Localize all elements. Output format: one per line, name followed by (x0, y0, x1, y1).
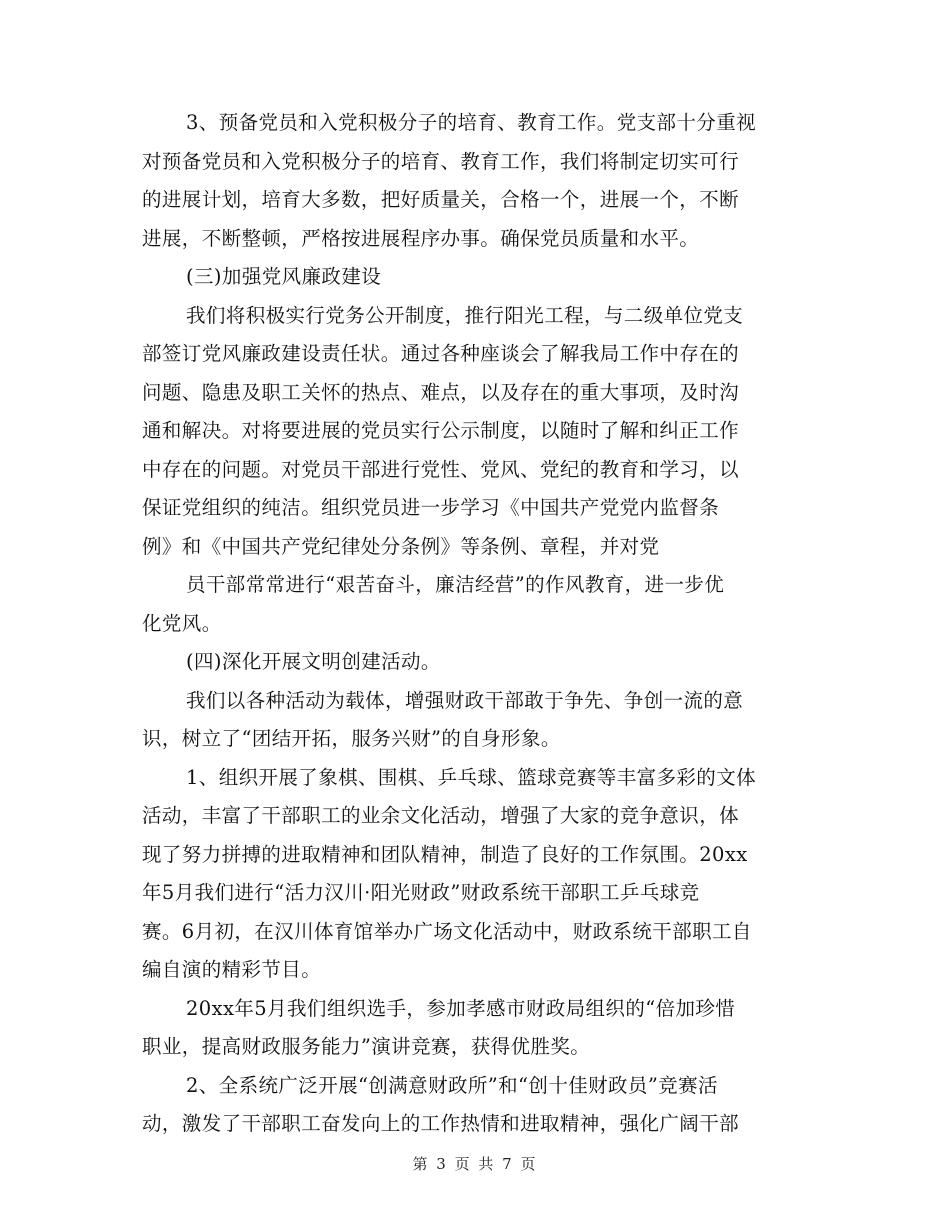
text-line: 化党风。 (142, 611, 222, 635)
text-line: 例》和《中国共产党纪律处分条例》等条例、章程，并对党 (142, 534, 660, 558)
text-line: 20xx年5月我们组织选手，参加孝感市财政局组织的“倍加珍惜 (186, 996, 736, 1020)
text-line: 活动，丰富了干部职工的业余文化活动，增强了大家的竞争意识，体 (142, 804, 740, 827)
text-line: 职业，提高财政服务能力”演讲竞赛，获得优胜奖。 (142, 1035, 591, 1058)
text-line: 1、组织开展了象棋、围棋、乒乓球、篮球竞赛等丰富多彩的文体 (186, 765, 757, 789)
page-number-footer: 第 3 页 共 7 页 (412, 1155, 538, 1173)
text-line: 年5月我们进行“活力汉川·阳光财政”财政系统干部职工乒乓球竞 (142, 881, 700, 904)
text-line: 的进展计划，培育大多数，把好质量关，合格一个，进展一个，不断 (142, 188, 740, 211)
text-line: 动，激发了干部职工奋发向上的工作热情和进取精神，强化广阔干部 (142, 1112, 740, 1135)
body-text (142, 104, 812, 1144)
text-line: 中存在的问题。对党员干部进行党性、党风、党纪的教育和学习，以 (142, 457, 740, 481)
text-line: 通和解决。对将要进展的党员实行公示制度，以随时了解和纠正工作 (142, 419, 740, 442)
text-line: 部签订党风廉政建设责任状。通过各种座谈会了解我局工作中存在的 (142, 342, 740, 365)
text-line: 我们将积极实行党务公开制度，推行阳光工程，与二级单位党支 (186, 303, 744, 327)
text-line: 3、预备党员和入党积极分子的培育、教育工作。党支部十分重视 (186, 111, 757, 134)
text-line: 我们以各种活动为载体，增强财政干部敢于争先、争创一流的意 (186, 688, 744, 712)
text-line: 识，树立了“团结开拓，服务兴财”的自身形象。 (142, 727, 561, 750)
text-line: 2、全系统广泛开展“创满意财政所”和“创十佳财政员”竞赛活 (186, 1073, 718, 1097)
section-heading: (三)加强党风廉政建设 (186, 265, 382, 288)
text-line: 对预备党员和入党积极分子的培育、教育工作，我们将制定切实可行 (142, 149, 740, 173)
text-line: 进展，不断整顿，严格按进展程序办事。确保党员质量和水平。 (142, 226, 700, 250)
section-heading: (四)深化开展文明创建活动。 (186, 650, 441, 673)
text-line: 问题、隐患及职工关怀的热点、难点，以及存在的重大事项，及时沟 (142, 380, 740, 404)
text-line: 现了努力拼搏的进取精神和团队精神，制造了良好的工作氛围。20xx (142, 842, 748, 866)
text-line: 保证党组织的纯洁。组织党员进一步学习《中国共产党党内监督条 (142, 496, 720, 519)
text-line: 编自演的精彩节目。 (142, 958, 322, 981)
text-line: 赛。6月初，在汉川体育馆举办广场文化活动中，财政系统干部职工自 (142, 919, 752, 943)
text-line: 员干部常常进行“艰苦奋斗，廉洁经营”的作风教育，进一步优 (186, 573, 725, 596)
